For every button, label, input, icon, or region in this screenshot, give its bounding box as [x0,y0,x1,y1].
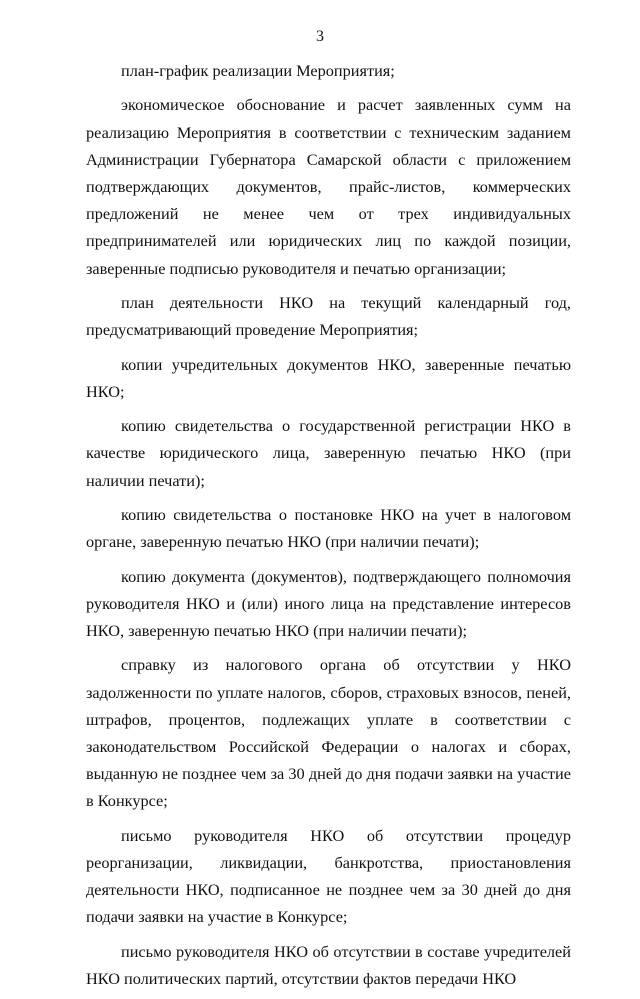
paragraph-authority-documents: копию документа (документов), подтверждающего полномочия руководителя НКО и (или) иного лица на представление интересов НКО, заверенную печатью НКО (при наличии печати); [86,566,571,640]
document-body [86,57,571,999]
paragraph-founding-documents: копии учредительных документов НКО, заверенные печатью НКО; [86,354,571,401]
paragraph-schedule: план-график реализации Мероприятия; [121,61,395,80]
paragraph-founders-letter: письмо руководителя НКО об отсутствии в составе учредителей НКО политических партий, отсутствии фактов передачи НКО [86,941,571,988]
paragraph-tax-certificate: справку из налогового органа об отсутствии у НКО задолженности по уплате налогов, сборов, страховых взносов, пеней, штрафов, процентов, подлежащих уплате в соответствии с законодательством Российской Федерации о налогах и сборах, выданную не позднее чем за 30 дней до дня подачи заявки на участие в Конкурсе; [86,655,571,811]
paragraph-tax-registration: копию свидетельства о постановке НКО на учет в налоговом органе, заверенную печатью НКО (при наличии печати); [86,504,571,552]
page-number: 3 [316,28,324,45]
paragraph-economic-justification: экономическое обоснование и расчет заявленных сумм на реализацию Мероприятия в соответствии с техническим заданием Администрации Губернатора Самарской области с приложением подтверждающих документов, прайс-листов, коммерческих предложений не менее чем от трех индивидуальных предпринимателей или юридических лиц по каждой позиции, заверенные подписью руководителя и печатью организации; [86,95,571,278]
paragraph-activity-plan: план деятельности НКО на текущий календарный год, предусматривающий проведение Мероприятия; [86,293,571,340]
paragraph-reorganization-letter: письмо руководителя НКО об отсутствии процедур реорганизации, ликвидации, банкротства, приостановления деятельности НКО, подписанное не позднее чем за 30 дней до дня подачи заявки на участие в Конкурсе; [86,825,571,927]
paragraph-registration-certificate: копию свидетельства о государственной регистрации НКО в качестве юридического лица, заверенную печатью НКО (при наличии печати); [86,416,571,490]
